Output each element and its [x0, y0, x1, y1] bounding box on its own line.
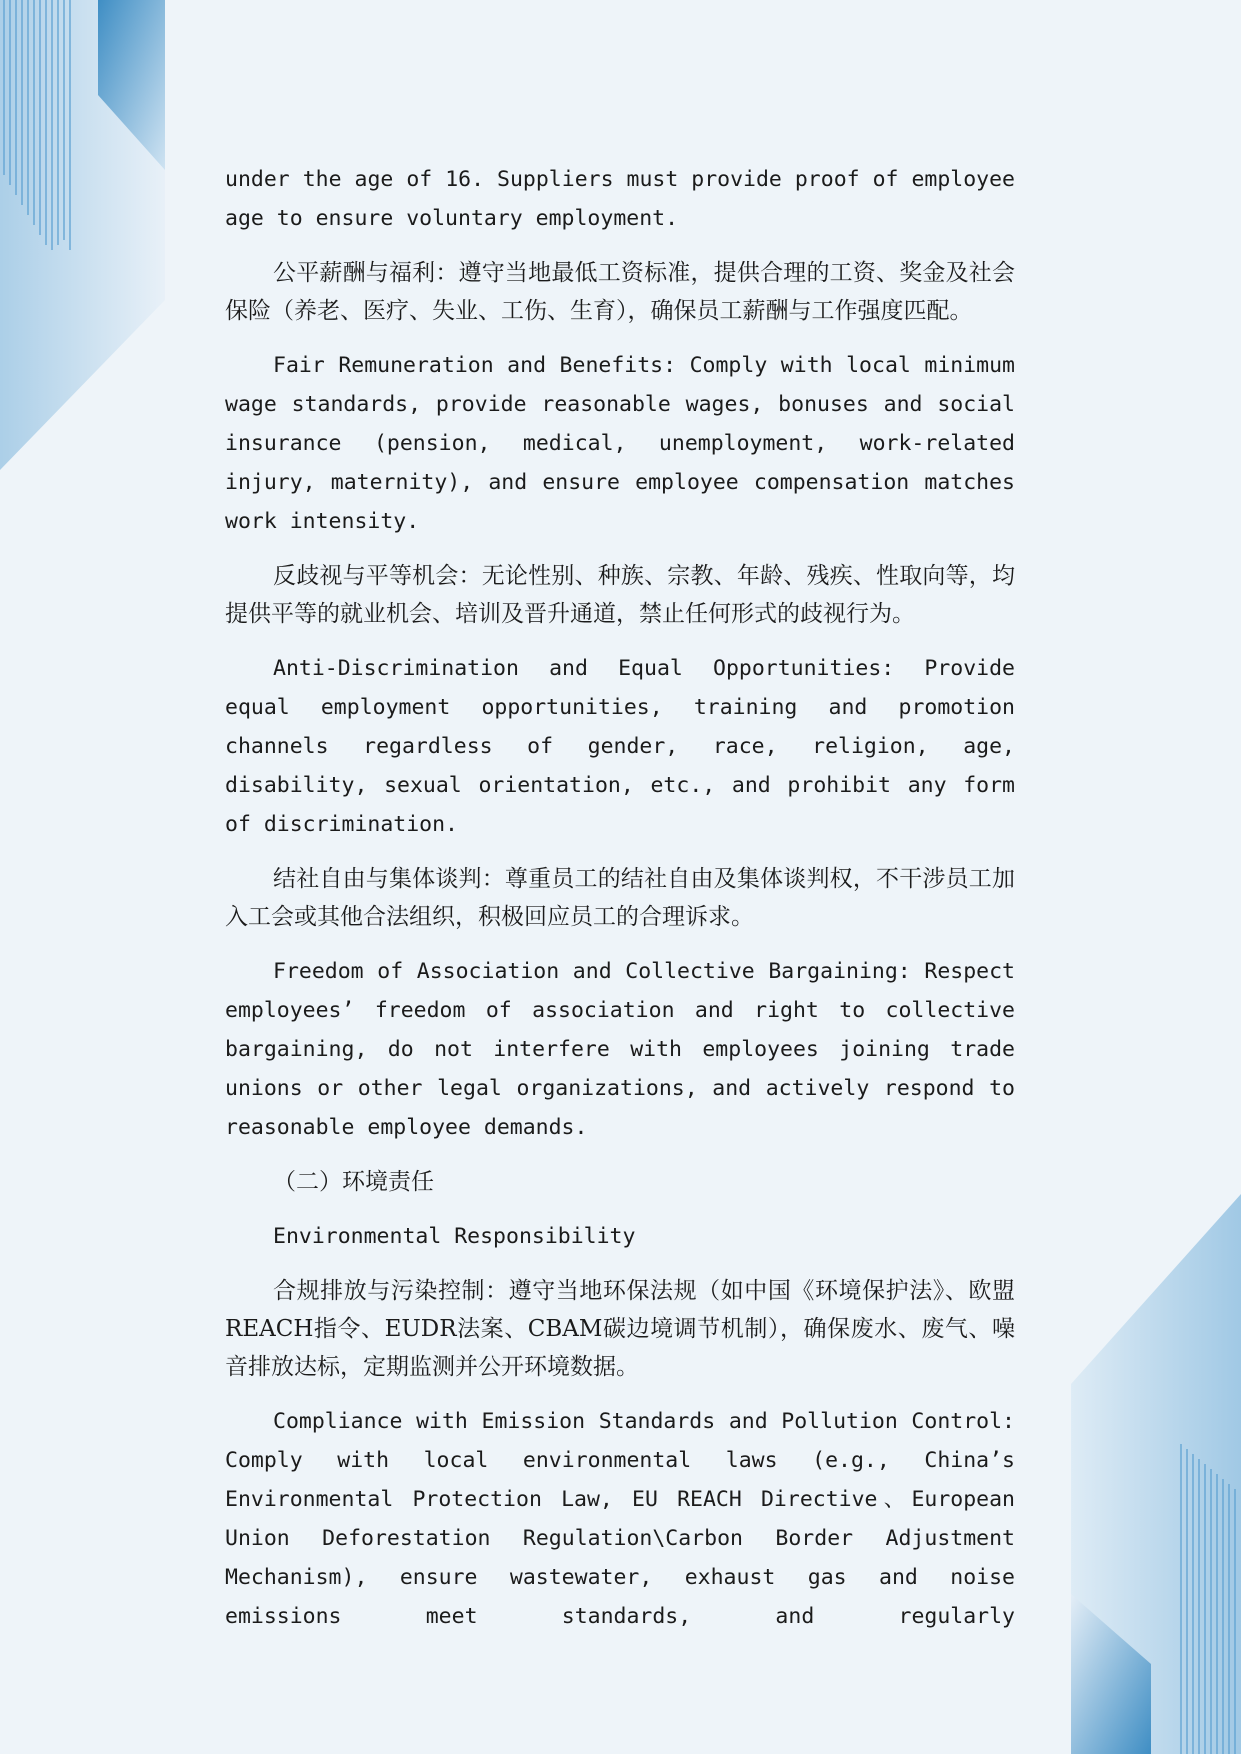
paragraph-anti-discrimination-zh: 反歧视与平等机会：无论性别、种族、宗教、年龄、残疾、性取向等，均提供平等的就业机会、培训及晋升通道，禁止任何形式的歧视行为。	[225, 563, 1015, 627]
paragraph-child-labor-continued: under the age of 16. Suppliers must provide proof of employee age to ensure voluntary employment.	[225, 167, 1015, 231]
paragraph-fair-remuneration-zh: 公平薪酬与福利：遵守当地最低工资标准，提供合理的工资、奖金及社会保险（养老、医疗、失业、工伤、生育），确保员工薪酬与工作强度匹配。	[225, 260, 1015, 324]
section-heading-environment-zh: （二）环境责任	[273, 1169, 434, 1195]
paragraph-fair-remuneration-en: Fair Remuneration and Benefits: Comply with local minimum wage standards, provide reasonable wages, bonuses and social insurance (pension, medical, unemployment, work-related injury, maternity), and ensure employee compensation matches work intensity.	[225, 353, 1015, 534]
paragraph-emission-control-en: Compliance with Emission Standards and Pollution Control: Comply with local environmental laws (e.g., China’s Environmental Protection Law, EU REACH Directive、European Union Deforestation Regulation\Carbon Border Adjustment Mechanism), ensure wastewater, exhaust gas and noise emissions meet standards, and regularly	[225, 1409, 1015, 1629]
paragraph-anti-discrimination-en: Anti-Discrimination and Equal Opportunities: Provide equal employment opportunities, training and promotion channels regardless of gender, race, religion, age, disability, sexual orientation, etc., and prohibit any form of discrimination.	[225, 656, 1015, 837]
paragraph-freedom-association-en: Freedom of Association and Collective Bargaining: Respect employees’ freedom of association and right to collective bargaining, do not interfere with employees joining trade unions or other legal organizations, and actively respond to reasonable employee demands.	[225, 959, 1015, 1140]
corner-decoration-top-left	[0, 0, 200, 480]
section-heading-environment-en: Environmental Responsibility	[273, 1224, 636, 1249]
corner-decoration-bottom-right	[1061, 1194, 1241, 1754]
document-body	[225, 160, 1015, 1652]
paragraph-freedom-association-zh: 结社自由与集体谈判：尊重员工的结社自由及集体谈判权，不干涉员工加入工会或其他合法组织，积极回应员工的合理诉求。	[225, 866, 1015, 930]
paragraph-emission-control-zh: 合规排放与污染控制：遵守当地环保法规（如中国《环境保护法》、欧盟REACH指令、EUDR法案、CBAM碳边境调节机制），确保废水、废气、噪音排放达标，定期监测并公开环境数据。	[225, 1278, 1015, 1380]
